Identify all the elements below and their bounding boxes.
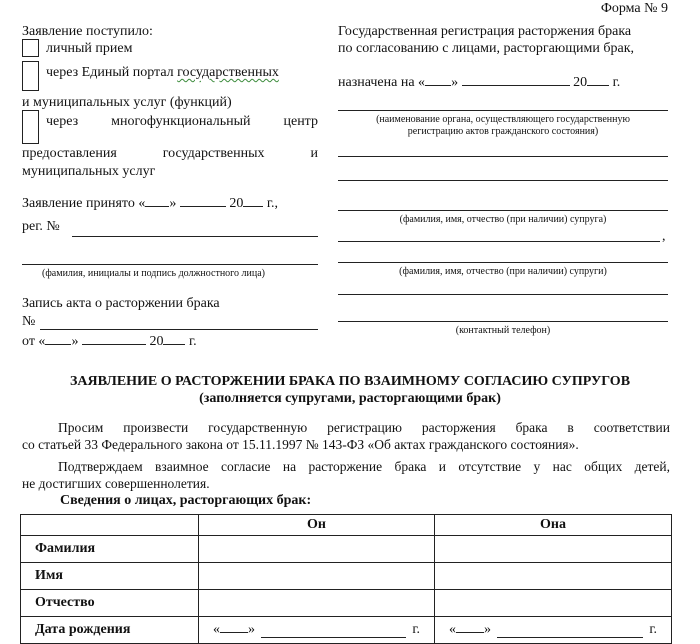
scheduled-month-field[interactable] <box>462 85 570 86</box>
date-close-she: » <box>484 622 491 637</box>
option-portal-text: через Единый портал <box>46 65 174 80</box>
scheduled-prefix: назначена на « <box>338 75 426 90</box>
row-label-birthdate: Дата рождения <box>21 617 199 644</box>
reg-no-field[interactable] <box>72 236 318 237</box>
section-heading: Сведения о лицах, расторгающих брак: <box>60 493 312 508</box>
persons-table <box>20 514 672 644</box>
birthdate-she-month[interactable] <box>497 622 643 638</box>
date-suffix-he: г. <box>412 622 420 637</box>
option-portal-label <box>46 65 279 81</box>
statement-para2-line2: не достигших совершеннолетия. <box>22 476 210 491</box>
phone-line2[interactable] <box>338 321 668 322</box>
spouse-caption-1: (фамилия, имя, отчество (при наличии) супруга) <box>399 214 607 225</box>
phone-line1[interactable] <box>338 294 668 295</box>
scheduled-year: 20 <box>573 75 588 90</box>
spouse-he-line3[interactable] <box>338 210 668 211</box>
spouse-comma: , <box>662 229 666 244</box>
record-day-field[interactable] <box>45 344 71 345</box>
option-mfc-label-line3: муниципальных услуг <box>22 164 156 179</box>
statement-subtitle: (заполняется супругами, расторгающими брак) <box>199 391 501 406</box>
reg-no-label: рег. № <box>22 219 60 234</box>
table-row <box>21 590 672 617</box>
name-she-cell[interactable] <box>435 563 672 590</box>
birthdate-he-month[interactable] <box>261 622 406 638</box>
record-from-line <box>22 334 197 350</box>
form-number: Форма № 9 <box>600 1 668 16</box>
birthdate-she-cell[interactable] <box>435 617 672 644</box>
authority-caption-2: регистрацию актов гражданского состояния) <box>407 126 599 137</box>
table-header-row <box>21 515 672 536</box>
record-year: 20 <box>149 334 164 349</box>
mfc-word-2: многофункциональный <box>111 114 251 129</box>
table-row <box>21 536 672 563</box>
option-mfc-label-line2 <box>22 146 318 162</box>
mfc-line2-word-1: предоставления <box>22 146 117 161</box>
date-suffix-she: г. <box>649 622 657 637</box>
record-suffix: г. <box>188 334 197 349</box>
accepted-prefix: Заявление принято « <box>22 196 146 211</box>
spouse-caption-2: (фамилия, имя, отчество (при наличии) супруги) <box>399 266 607 277</box>
birthdate-she-format <box>449 622 657 638</box>
accepted-month-field[interactable] <box>180 206 226 207</box>
date-close-he: » <box>248 622 255 637</box>
table-header-he: Он <box>199 515 435 536</box>
accepted-year: 20 <box>229 196 244 211</box>
statement-para1-line2: со статьей 33 Федерального закона от 15.11.1997 № 143-ФЗ «Об актах гражданского состояния». <box>22 437 579 452</box>
personal-checkbox[interactable] <box>22 39 39 57</box>
mfc-word-1: через <box>46 114 79 129</box>
mfc-checkbox[interactable] <box>22 110 39 144</box>
phone-caption: (контактный телефон) <box>455 325 551 336</box>
scheduled-day-field[interactable] <box>425 85 451 86</box>
accepted-suffix: г., <box>266 196 279 211</box>
mfc-line2-word-3: и <box>310 146 318 161</box>
official-caption: (фамилия, инициалы и подпись должностного лица) <box>42 268 265 279</box>
table-header-she: Она <box>435 515 672 536</box>
row-label-name: Имя <box>21 563 199 590</box>
statement-title: ЗАЯВЛЕНИЕ О РАСТОРЖЕНИИ БРАКА ПО ВЗАИМНОМУ СОГЛАСИЮ СУПРУГОВ <box>69 374 631 389</box>
record-month-field[interactable] <box>82 344 146 345</box>
row-label-patronymic: Отчество <box>21 590 199 617</box>
authority-caption-1: (наименование органа, осуществляющего государственную <box>376 114 630 125</box>
portal-checkbox[interactable] <box>22 61 39 91</box>
accepted-year-field[interactable] <box>243 206 263 207</box>
birthdate-she-day[interactable] <box>456 632 484 633</box>
birthdate-he-format <box>213 622 420 638</box>
table-row <box>21 563 672 590</box>
record-heading: Запись акта о расторжении брака <box>22 296 220 311</box>
surname-he-cell[interactable] <box>199 536 435 563</box>
record-no-label: № <box>22 314 36 329</box>
option-mfc-label <box>46 114 318 130</box>
received-heading: Заявление поступило: <box>22 24 153 39</box>
surname-she-cell[interactable] <box>435 536 672 563</box>
scheduled-line <box>338 75 620 91</box>
official-field[interactable] <box>22 264 318 265</box>
date-open-he: « <box>213 622 220 637</box>
registration-line1: Государственная регистрация расторжения брака <box>338 24 632 39</box>
accepted-mid: » <box>169 196 177 211</box>
record-from-prefix: от « <box>22 334 46 349</box>
spouse-she-line1[interactable] <box>338 241 660 242</box>
scheduled-mid: » <box>451 75 459 90</box>
table-row <box>21 617 672 644</box>
record-no-field[interactable] <box>40 329 318 330</box>
authority-field[interactable] <box>338 110 668 111</box>
accepted-day-field[interactable] <box>145 206 169 207</box>
birthdate-he-cell[interactable] <box>199 617 435 644</box>
spouse-he-line2[interactable] <box>338 180 668 181</box>
mfc-line2-word-2: государственных <box>162 146 265 161</box>
birthdate-he-day[interactable] <box>220 632 248 633</box>
option-portal-word: государственных <box>177 65 279 80</box>
spouse-he-line1[interactable] <box>338 156 668 157</box>
statement-para1-line1: Просим произвести государственную регистрацию расторжения брака в соответствии <box>58 420 670 435</box>
date-open-she: « <box>449 622 456 637</box>
accepted-line <box>22 196 278 212</box>
row-label-surname: Фамилия <box>21 536 199 563</box>
option-portal-label-line2: и муниципальных услуг (функций) <box>22 95 232 110</box>
statement-para2-line1: Подтверждаем взаимное согласие на расторжение брака и отсутствие у нас общих детей, <box>58 459 670 474</box>
scheduled-year-field[interactable] <box>587 85 609 86</box>
spouse-she-line2[interactable] <box>338 262 668 263</box>
scheduled-suffix: г. <box>612 75 621 90</box>
mfc-word-3: центр <box>283 114 318 129</box>
record-from-mid: » <box>71 334 79 349</box>
name-he-cell[interactable] <box>199 563 435 590</box>
table-header-empty <box>21 515 199 536</box>
registration-line2: по согласованию с лицами, расторгающими брак, <box>338 41 635 56</box>
patronymic-he-cell[interactable] <box>199 590 435 617</box>
record-year-field[interactable] <box>163 344 185 345</box>
option-personal-label: личный прием <box>46 41 133 56</box>
patronymic-she-cell[interactable] <box>435 590 672 617</box>
